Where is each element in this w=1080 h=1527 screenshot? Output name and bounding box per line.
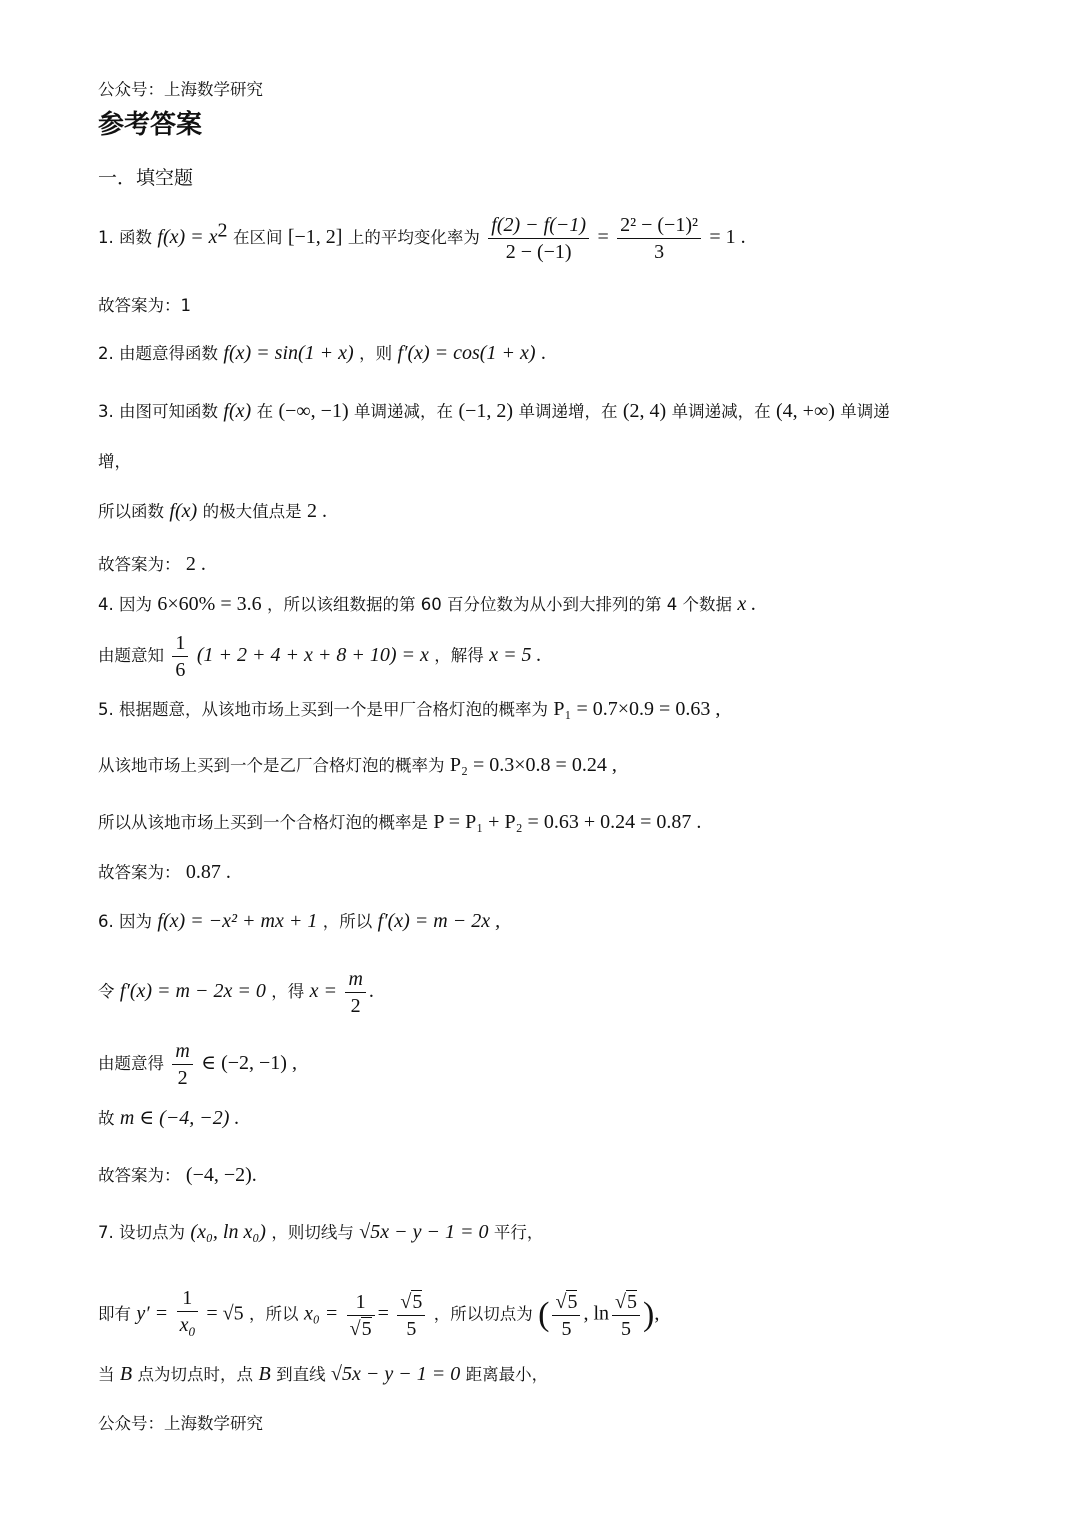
q3-answer [98,552,206,577]
q6-line-2: 令 f′(x) = m − 2x = 0 ，得 x = $\frac{m}{2}$ . [98,968,374,1017]
q7-fraction-1: $\frac{1}{x_0}$ [177,1285,198,1345]
q4-expression: 6×60% = 3.6 [157,593,262,615]
q1-interval: [−1, 2] [287,226,343,248]
q7-point-b-2: B [258,1363,271,1385]
q3-line-1 [98,399,890,424]
q6-answer-label: 故答案为： [98,1166,181,1185]
q4-variable: x . [737,593,757,615]
q7-tangent-point: (x₀, ln x₀) [190,1221,266,1243]
q6-text: 6. 因为 [98,912,152,931]
section-heading: 一．填空题 [98,167,194,189]
q1-text: 1. 函数 [98,228,152,247]
q7-line-1 [98,1220,543,1245]
q5-p2: P₂ = 0.3×0.8 = 0.24 , [449,754,617,776]
q6-answer-value: (−4, −2). [185,1164,257,1186]
q7-point-b: B [119,1363,133,1385]
q6-range: ∈ (−2, −1) , [201,1052,297,1074]
page-footer: 公众号：上海数学研究 [98,1414,263,1433]
q5-text-2: 从该地市场上买到一个是乙厂合格灯泡的概率为 [98,756,445,775]
page-header: 公众号：上海数学研究 [98,80,263,99]
q3-text-3: 单调递减，在 [354,402,454,421]
q4-fraction [172,630,188,683]
q7-fraction-3: $\frac{√5}{5}$ [397,1289,425,1342]
q3-text: 3. 由图可知函数 [98,402,218,421]
q7-text-2: ，则切线与 [271,1223,354,1242]
q3-answer-value: 2 . [185,553,206,575]
q5-p1: P₁ = 0.7×0.9 = 0.63 , [553,698,721,720]
q7-text-5: ，所以 [249,1304,299,1324]
q7-line-eq: √5x − y − 1 = 0 [359,1221,489,1243]
q1-denominator-2: 3 [654,241,665,263]
q6-text-3: 令 [98,982,115,1001]
q3-interval-1: (−∞, −1) [278,400,349,422]
q5-line-1 [98,697,720,722]
q3-text-8: 的极大值点是 [202,502,302,521]
q1-result: = 1 . [709,226,746,248]
q1-text-3: 上的平均变化率为 [347,228,480,247]
q7-fraction-2: $\frac{1}{√5}$ [347,1289,375,1342]
q5-p-total: P = P₁ + P₂ = 0.63 + 0.24 = 0.87 . [433,811,702,833]
q6-m-range: m ∈ (−4, −2) . [119,1107,240,1129]
q1-denominator-1: 2 − (−1) [505,241,572,263]
q3-text-6: 单调递 [840,402,890,421]
q2-period: . [540,342,546,364]
q3-line-3 [98,499,327,524]
q6-line-3 [98,1038,297,1091]
q4-solution: x = 5 . [489,644,542,666]
q3-text-4: 单调递增，在 [518,402,618,421]
q4-text-3: 由题意知 [98,646,164,665]
q6-fraction [345,966,365,1019]
q6-equation: f′(x) = m − 2x = 0 [119,980,266,1002]
q7-fraction-5: $\frac{√5}{5}$ [612,1289,640,1342]
q7-text-8: 点为切点时，点 [137,1365,254,1384]
q7-text-7: 当 [98,1365,115,1384]
q6-denominator-2: 2 [177,1067,188,1089]
q7-line-2: 即有 y′ = $\frac{1}{x_0}$ = √5 ，所以 x₀ = $\frac{1}{√5}$ = $\frac{√5}{5}$ ，所以切点为 ( $\frac{√5}{5}$ , ln $\frac{√5}{5}$ ), [98,1285,659,1345]
q6-denominator: 2 [350,995,361,1017]
q1-function: f(x) = x [157,226,218,248]
q6-derivative: f′(x) = m − 2x , [377,910,501,932]
q7-line-3 [98,1362,548,1387]
q6-text-4: ，得 [271,982,305,1001]
q3-interval-4: (4, +∞) [776,400,835,422]
q6-text-2: ，所以 [322,912,373,931]
q4-text: 4. 因为 [98,595,152,614]
q6-fraction-2 [172,1038,192,1091]
q1-line: 1. 函数 $f(x) = x^2$ 在区间 [−1, 2] 上的平均变化率为 $\frac{f(2) - f(-1)}{2 - (-1)}$ = $\frac{\text{2² − (−1)²}}{3}$ = 1 . [98,214,746,263]
q5-answer [98,860,231,885]
q2-text-2: ，则 [359,344,393,363]
q2-line [98,341,546,366]
q1-numerator-2: 2² − (−1)² [617,212,701,239]
q3-text-5: 单调递减，在 [671,402,771,421]
q5-text: 5. 根据题意，从该地市场上买到一个是甲厂合格灯泡的概率为 [98,700,548,719]
q7-text-4: 即有 [98,1304,131,1324]
q6-x-eq: x = [309,980,338,1002]
q3-max-point: 2 . [306,500,327,522]
q4-denominator: 6 [175,659,186,681]
q3-answer-label: 故答案为： [98,555,181,574]
page-title: 参考答案 [98,110,203,140]
q3-function-2: f(x) [169,500,198,522]
q3-function: f(x) [223,400,252,422]
q1-fraction-1 [488,212,589,265]
q4-line-1 [98,592,756,617]
q7-text: 7. 设切点为 [98,1223,185,1242]
q7-text-10: 距离最小， [465,1365,549,1384]
q4-line-2 [98,630,542,683]
q7-line-eq-2: √5x − y − 1 = 0 [330,1363,461,1385]
q7-x0-eq: x₀ = [303,1302,339,1325]
q6-function: f(x) = −x² + mx + 1 [157,910,318,932]
q4-text-4: ，解得 [434,646,484,665]
q6-numerator-2: m [172,1038,192,1065]
q6-line-1 [98,909,500,934]
q4-equation: (1 + 2 + 4 + x + 8 + 10) = x [196,644,429,666]
q7-text-9: 到直线 [276,1365,326,1384]
q7-text-6: ，所以切点为 [433,1304,533,1324]
q5-line-3 [98,810,701,835]
q2-derivative: f′(x) = cos(1 + x) [397,342,536,364]
q6-answer [98,1163,257,1188]
q2-function: f(x) = sin(1 + x) [223,342,354,364]
q4-text-2: ，所以该组数据的第 60 百分位数为从小到大排列的第 4 个数据 [267,595,733,614]
q6-text-6: 故 [98,1109,115,1128]
q1-text-2: 在区间 [232,228,283,247]
q6-numerator: m [345,966,365,993]
q2-text: 2. 由题意得函数 [98,344,218,363]
q7-fraction-4: $\frac{√5}{5}$ [552,1289,580,1342]
q7-text-3: 平行， [493,1223,544,1242]
q1-numerator-1: f(2) − f(−1) [488,212,589,239]
q3-interval-2: (−1, 2) [458,400,514,422]
q5-answer-label: 故答案为： [98,863,181,882]
q6-line-4 [98,1106,239,1131]
q7-y-prime: y′ = [136,1302,169,1325]
q6-text-5: 由题意得 [98,1054,164,1073]
q3-text-7: 所以函数 [98,502,164,521]
q7-sqrt5: = √5 [206,1302,244,1325]
q5-answer-value: 0.87 . [185,861,231,883]
q5-text-3: 所以从该地市场上买到一个合格灯泡的概率是 [98,813,428,832]
q3-line-2: 增， [98,452,131,471]
q5-line-2 [98,753,617,778]
q1-fraction-2 [617,212,701,265]
q4-numerator: 1 [172,630,188,657]
q1-answer: 故答案为：1 [98,296,191,315]
q3-text-2: 在 [256,402,274,421]
q3-interval-3: (2, 4) [622,400,667,422]
